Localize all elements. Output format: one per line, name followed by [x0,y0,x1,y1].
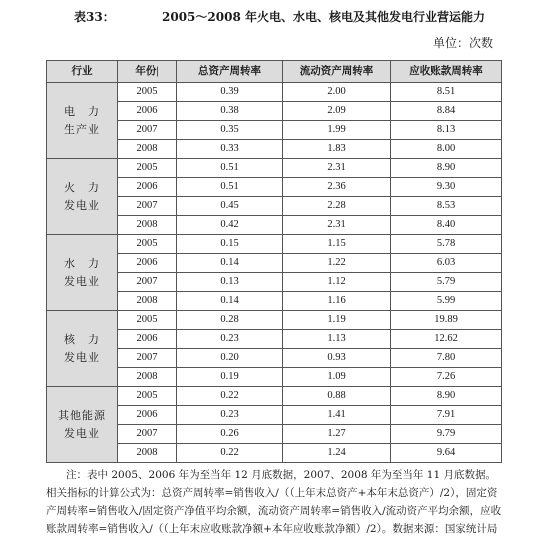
year-cell: 2007 [118,349,177,368]
total-asset-turnover-cell: 0.14 [177,254,283,273]
total-asset-turnover-cell: 0.28 [177,311,283,330]
industry-cell [47,235,118,311]
industry-cell [47,83,118,159]
year-cell: 2007 [118,197,177,216]
year-cell: 2007 [118,273,177,292]
operating-capacity-table [46,60,502,463]
industry-name-line: 核 力 [64,334,100,346]
year-cell: 2005 [118,311,177,330]
year-cell: 2008 [118,292,177,311]
table-row [47,83,502,102]
total-asset-turnover-cell: 0.15 [177,235,283,254]
year-cell: 2007 [118,425,177,444]
receivables-turnover-cell: 9.64 [391,444,502,463]
receivables-turnover-cell: 8.13 [391,121,502,140]
industry-name-line: 发电业 [64,276,100,288]
total-asset-turnover-cell: 0.13 [177,273,283,292]
industry-name-line: 其他能源 [58,410,106,422]
receivables-turnover-cell: 8.51 [391,83,502,102]
total-asset-turnover-cell: 0.20 [177,349,283,368]
table-title-row [46,8,523,26]
receivables-turnover-cell: 7.80 [391,349,502,368]
receivables-turnover-cell: 9.79 [391,425,502,444]
column-header: 总资产周转率 [177,61,283,83]
current-asset-turnover-cell: 1.99 [283,121,391,140]
receivables-turnover-cell: 5.78 [391,235,502,254]
receivables-turnover-cell: 5.79 [391,273,502,292]
current-asset-turnover-cell: 2.00 [283,83,391,102]
table-body [47,83,502,463]
table-row [47,235,502,254]
current-asset-turnover-cell: 2.31 [283,159,391,178]
total-asset-turnover-cell: 0.22 [177,387,283,406]
current-asset-turnover-cell: 2.36 [283,178,391,197]
industry-name-line: 火 力 [64,182,100,194]
total-asset-turnover-cell: 0.38 [177,102,283,121]
total-asset-turnover-cell: 0.42 [177,216,283,235]
industry-name-line: 发电业 [64,352,100,364]
table-row [47,387,502,406]
receivables-turnover-cell: 7.26 [391,368,502,387]
current-asset-turnover-cell: 1.15 [283,235,391,254]
year-cell: 2005 [118,83,177,102]
receivables-turnover-cell: 8.00 [391,140,502,159]
table-row [47,311,502,330]
table-row [47,159,502,178]
year-cell: 2008 [118,368,177,387]
receivables-turnover-cell: 5.99 [391,292,502,311]
total-asset-turnover-cell: 0.35 [177,121,283,140]
industry-name-line: 发电业 [64,428,100,440]
current-asset-turnover-cell: 1.19 [283,311,391,330]
year-cell: 2005 [118,159,177,178]
industry-name-line: 生产业 [64,124,100,136]
current-asset-turnover-cell: 1.41 [283,406,391,425]
column-header: 应收账款周转率 [391,61,502,83]
year-cell: 2006 [118,178,177,197]
receivables-turnover-cell: 8.53 [391,197,502,216]
total-asset-turnover-cell: 0.51 [177,159,283,178]
current-asset-turnover-cell: 2.31 [283,216,391,235]
receivables-turnover-cell: 8.84 [391,102,502,121]
year-cell: 2008 [118,140,177,159]
column-header: 年份| [118,61,177,83]
current-asset-turnover-cell: 0.88 [283,387,391,406]
year-cell: 2005 [118,235,177,254]
industry-cell [47,387,118,463]
year-cell: 2006 [118,254,177,273]
year-cell: 2006 [118,330,177,349]
receivables-turnover-cell: 7.91 [391,406,502,425]
total-asset-turnover-cell: 0.45 [177,197,283,216]
current-asset-turnover-cell: 0.93 [283,349,391,368]
total-asset-turnover-cell: 0.39 [177,83,283,102]
total-asset-turnover-cell: 0.22 [177,444,283,463]
total-asset-turnover-cell: 0.26 [177,425,283,444]
current-asset-turnover-cell: 1.22 [283,254,391,273]
industry-name-line: 发电业 [64,200,100,212]
industry-cell [47,159,118,235]
current-asset-turnover-cell: 1.24 [283,444,391,463]
receivables-turnover-cell: 19.89 [391,311,502,330]
column-header: 流动资产周转率 [283,61,391,83]
receivables-turnover-cell: 6.03 [391,254,502,273]
table-title: 2005～2008 年火电、水电、核电及其他发电行业营运能力 [162,10,485,24]
current-asset-turnover-cell: 1.16 [283,292,391,311]
header-row [47,61,502,83]
current-asset-turnover-cell: 1.27 [283,425,391,444]
total-asset-turnover-cell: 0.19 [177,368,283,387]
receivables-turnover-cell: 9.30 [391,178,502,197]
industry-cell [47,311,118,387]
industry-name-line: 水 力 [64,258,100,270]
year-cell: 2006 [118,102,177,121]
current-asset-turnover-cell: 1.83 [283,140,391,159]
current-asset-turnover-cell: 1.12 [283,273,391,292]
footnote: 注：表中 2005、2006 年为至当年 12 月底数据，2007、2008 年为至当年 11 月底数据。相关指标的计算公式为：总资产周转率=销售收入/（（上年末总资产+本年末总资产）/2），固定资产周转率=销售收入/固定资产净值平均余额，流动资产周转率=销售收入/流动资产平均余额，应收账款周转率=销售收入/（（上年末应收账款净额+本年应收账款净额）/2）。数据来源：国家统计局 [46,469,502,535]
year-cell: 2005 [118,387,177,406]
year-cell: 2006 [118,406,177,425]
current-asset-turnover-cell: 2.28 [283,197,391,216]
total-asset-turnover-cell: 0.33 [177,140,283,159]
current-asset-turnover-cell: 1.09 [283,368,391,387]
year-cell: 2008 [118,216,177,235]
industry-name-line: 电 力 [64,106,100,118]
receivables-turnover-cell: 8.90 [391,159,502,178]
current-asset-turnover-cell: 2.09 [283,102,391,121]
current-asset-turnover-cell: 1.13 [283,330,391,349]
receivables-turnover-cell: 8.40 [391,216,502,235]
total-asset-turnover-cell: 0.14 [177,292,283,311]
table-number: 表33： [74,10,115,24]
column-header: 行业 [47,61,118,83]
receivables-turnover-cell: 12.62 [391,330,502,349]
total-asset-turnover-cell: 0.23 [177,330,283,349]
total-asset-turnover-cell: 0.51 [177,178,283,197]
year-cell: 2008 [118,444,177,463]
receivables-turnover-cell: 8.90 [391,387,502,406]
total-asset-turnover-cell: 0.23 [177,406,283,425]
year-cell: 2007 [118,121,177,140]
unit-label: 单位：次数 [432,36,493,50]
